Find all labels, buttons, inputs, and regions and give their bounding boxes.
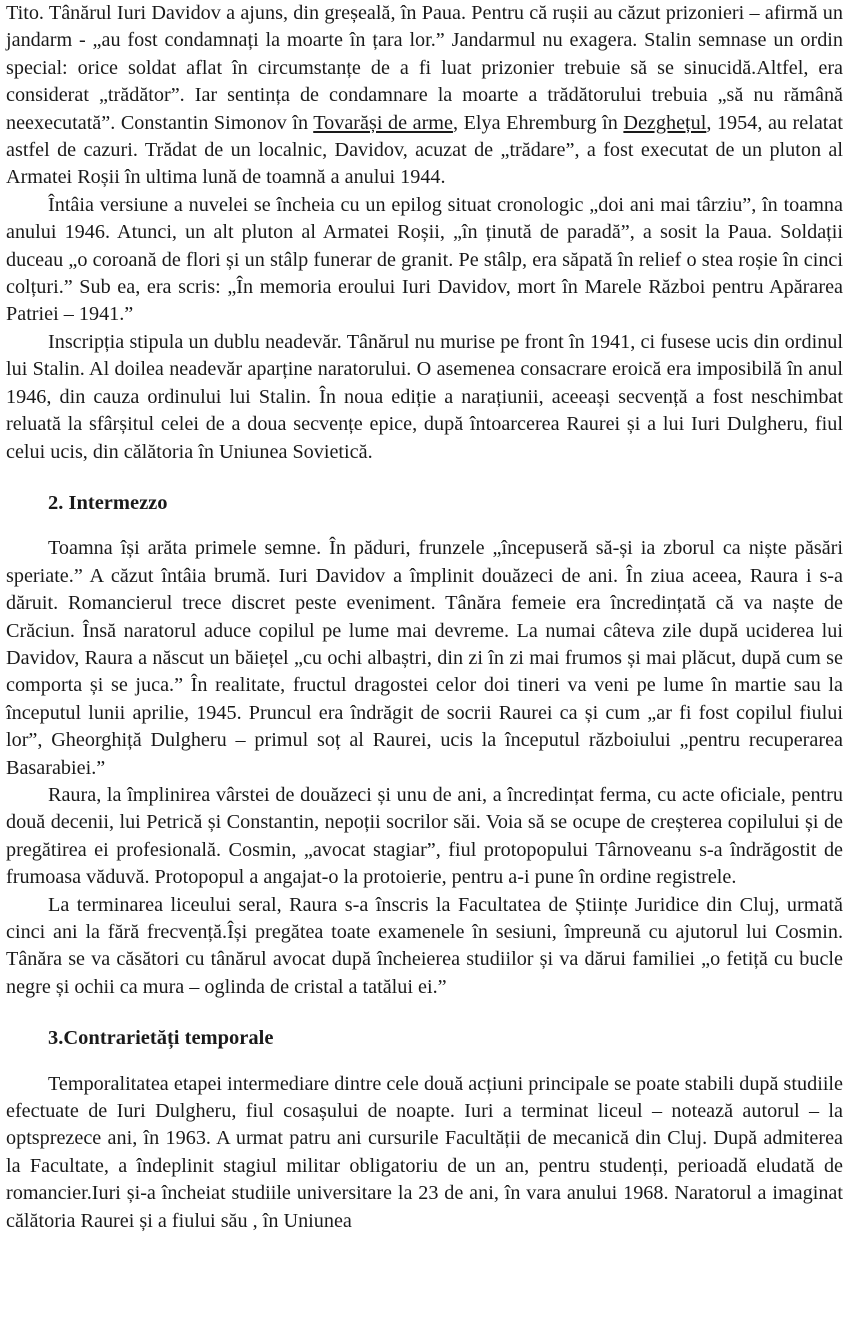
book-title-tovarasi-de-arme: Tovarăși de arme xyxy=(313,111,453,134)
paragraph-temporality: Temporalitatea etapei intermediare dintre cele două acțiuni principale se poate stabili după studiile efectuate de Iuri Dulgheru, fiul cosașului de noapte. Iuri a terminat liceul – notează autorul – la optsprezece ani, în 1963. A urmat patru ani cursurile Facultății de mecanică din Cluj. După admiterea la Facultate, a îndeplinit stagiul militar obligatoriu de un an, pentru studenți, perioadă eludată de romancier.Iuri și-a încheiat studiile universitare la 23 de ani, în vara anului 1968. Naratorul a imaginat călătoria Raurei și a fiului său , în Uniunea xyxy=(6,1072,843,1232)
section-heading-intermezzo: 2. Intermezzo xyxy=(48,491,168,514)
section-heading-contrarietati-temporale: 3.Contrarietăți temporale xyxy=(48,1027,274,1050)
paragraph-raura-farm: Raura, la împlinirea vârstei de douăzeci și unu de ani, a încredințat ferma, cu acte oficiale, pentru două decenii, lui Petrică și Constantin, nepoții socrilor săi. Voia să se ocupe de creșterea copilului și de pregătirea ei profesională. Cosmin, „avocat stagiar”, fiul protopopului Târnoveanu s-a îndrăgostit de frumoasa văduvă. Protopopul a angajat-o la protoierie, pentru a-i pune în ordine registrele. xyxy=(6,783,843,889)
spacer xyxy=(6,466,843,490)
text-run: Tito. Tânărul Iuri Davidov a ajuns, din greșeală, în Paua. Pentru că rușii au căzut prizonieri – afirmă un jandarm - „au fost condamnați la moarte în țara lor.” Jandarmul nu exagera. Stalin semnase un ordin special: orice soldat aflat în circumstanțe de a fi luat prizonier trebuie să se sinucidă.Altfel, era considerat „trădător”. Iar sentința de condamnare la moarte a trădătorului trebuia „să nu rămână neexecutată”. Constantin Simonov în xyxy=(6,2,843,134)
text-run: , Elya Ehremburg în xyxy=(452,111,624,134)
text-run: , 1954, au relatat astfel de cazuri. Trădat de un localnic, Davidov, acuzat de „trădare”, a fost executat de un pluton al Armatei Roșii în ultima lună de toamnă a anului 1944. xyxy=(6,111,843,189)
spacer xyxy=(6,1001,843,1025)
paragraph-first-version-epilogue: Întâia versiune a nuvelei se încheia cu un epilog situat cronologic „doi ani mai târziu”, în toamna anului 1946. Atunci, un alt pluton al Armatei Roșii, „în ținută de paradă”, a sosit la Paua. Soldații duceau „o coroană de flori și un stâlp funerar de granit. Pe stâlp, era săpată în relief o stea roșie în cinci colțuri.” Sub ea, era scris: „În memoria eroului Iuri Davidov, mort în Marele Război pentru Apărarea Patriei – 1941.” xyxy=(6,193,843,326)
book-title-dezghetul: Dezghețul xyxy=(623,111,707,134)
spacer xyxy=(6,517,843,535)
spacer xyxy=(6,1053,843,1071)
paragraph-autumn: Toamna își arăta primele semne. În păduri, frunzele „începuseră să-și ia zborul ca niște păsări speriate.” A căzut întâia brumă. Iuri Davidov a împlinit douăzeci de ani. În ziua aceea, Raura i s-a dăruit. Romancierul trece discret peste eveniment. Tânăra femeie era încredințată că va naște de Crăciun. Însă naratorul aduce copilul pe lume mai devreme. La numai câteva zile după uciderea lui Davidov, Raura a născut un băiețel „cu ochi albaștri, din zi în zi mai frumos și mai plăcut, după cum se comporta și se juca.” În realitate, fructul dragostei celor doi tineri va veni pe lume în martie sau la începutul lunii aprilie, 1945. Pruncul era îndrăgit de socrii Raurei ca și cum „ar fi fost copilul fiului lor”, Gheorghiță Dulgheru – primul soț al Raurei, ucis la începutul războiului „pentru recuperarea Basarabiei.” xyxy=(6,537,843,779)
paragraph-double-falsehood: Inscripția stipula un dublu neadevăr. Tânărul nu murise pe front în 1941, ci fusese ucis din ordinul lui Stalin. Al doilea neadevăr aparține naratorului. O asemenea consacrare eroică era imposibilă în anul 1946, din cauza ordinului lui Stalin. În noua ediție a narațiunii, aceeași secvență a fost neschimbat reluată la sfârșitul celei de a doua secvențe epice, după întoarcerea Raurei și a lui Iuri Dulgheru, fiul celui ucis, din călătoria în Uniunea Sovietică. xyxy=(6,330,843,463)
paragraph-tito-ending xyxy=(6,0,843,192)
paragraph-raura-studies: La terminarea liceului seral, Raura s-a înscris la Facultatea de Științe Juridice din Cluj, urmată cinci ani la fără frecvență.Își pregătea toate examenele în sesiuni, împreună cu ajutorul lui Cosmin. Tânăra se va căsători cu tânărul avocat după încheierea studiilor și va dărui familiei „o fetiță cu bucle negre și ochii ca mura – oglinda de cristal a tatălui ei.” xyxy=(6,893,843,998)
